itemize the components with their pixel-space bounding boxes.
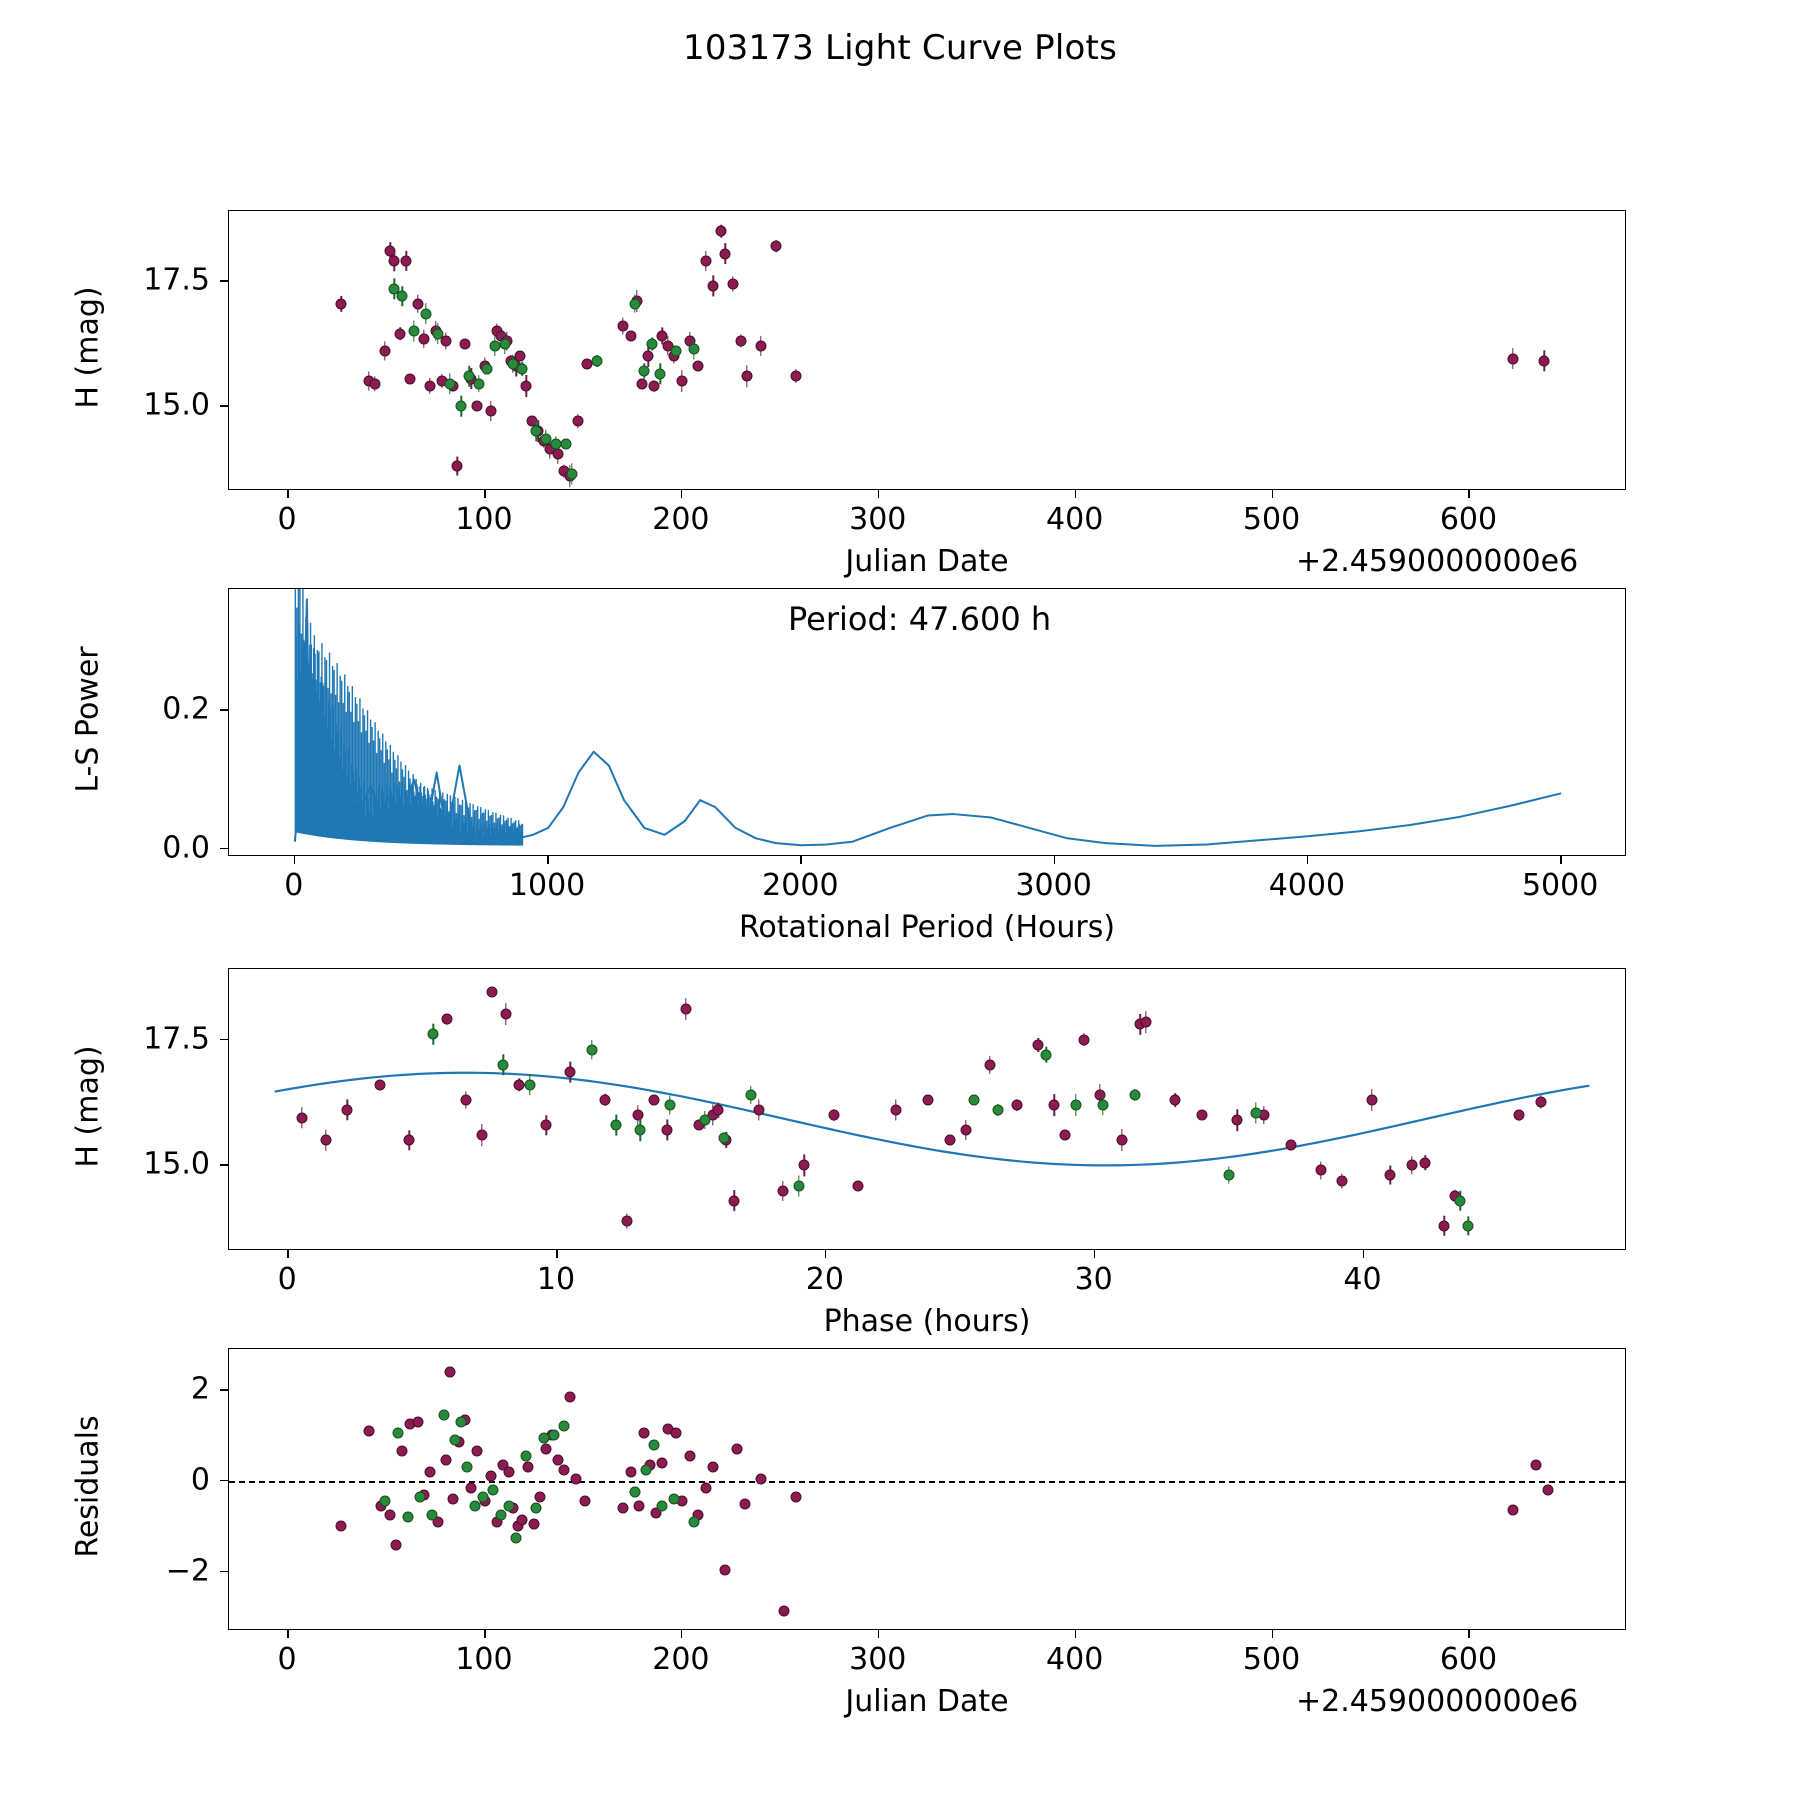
data-point [1130,1089,1141,1100]
data-point [670,1428,681,1439]
data-point [529,1519,540,1530]
data-point [342,1105,353,1116]
data-point [1337,1175,1348,1186]
data-point [1315,1165,1326,1176]
data-point [404,1135,415,1146]
plot-panel-residuals [228,1348,1626,1630]
data-point [462,1462,473,1473]
ytick-label-phase-0: 15.0 [143,1146,210,1182]
xtick-label-lightcurve-6: 600 [1439,502,1498,537]
xtick-lightcurve-2 [681,490,683,498]
data-point [511,1532,522,1543]
xtick-lightcurve-0 [287,490,289,498]
data-point [684,1450,695,1461]
data-point [1406,1160,1417,1171]
data-point [670,346,681,357]
x-axis-label-residuals: Julian Date [845,1684,1009,1719]
data-point [648,1094,659,1105]
xtick-label-lightcurve-4: 400 [1046,502,1104,537]
x-axis-label-lightcurve: Julian Date [845,544,1009,579]
y-axis-label-residuals: Residuals [70,1415,106,1558]
data-point [393,1428,404,1439]
data-point [531,1503,542,1514]
data-point [405,373,416,384]
data-point [401,256,412,267]
xtick-label-periodogram-5: 5000 [1521,868,1599,903]
data-point [699,1115,710,1126]
data-point [385,1510,396,1521]
xtick-periodogram-2 [800,856,802,864]
xtick-periodogram-1 [547,856,549,864]
data-point [418,333,429,344]
data-point [700,1482,711,1493]
data-point [336,1521,347,1532]
xtick-label-lightcurve-5: 500 [1242,502,1301,537]
xtick-label-periodogram-2: 2000 [762,868,839,903]
data-point [403,1512,414,1523]
ytick-label-residuals-2: 2 [190,1371,210,1407]
data-point [452,461,463,472]
data-point [1420,1157,1431,1168]
data-point [565,1067,576,1078]
data-point [363,1425,374,1436]
data-point [424,1466,435,1477]
xtick-lightcurve-6 [1468,490,1470,498]
data-point [923,1094,934,1105]
axes-frame-lightcurve [228,210,1626,490]
data-point [424,381,435,392]
data-point [647,338,658,349]
xtick-label-residuals-6: 600 [1439,1642,1498,1677]
xtick-label-lightcurve-2: 200 [652,502,710,537]
data-point [655,368,666,379]
data-point [753,1105,764,1116]
ytick-phase-1 [220,1039,228,1041]
data-point [485,1471,496,1482]
data-point [420,308,431,319]
data-point [456,401,467,412]
data-point [793,1180,804,1191]
data-point [464,371,475,382]
data-point [1539,356,1550,367]
data-point [481,363,492,374]
data-point [1224,1170,1235,1181]
data-point [688,1516,699,1527]
data-point [960,1125,971,1136]
data-point [720,1564,731,1575]
data-point [500,1009,511,1020]
data-point [460,338,471,349]
data-point [649,381,660,392]
data-point [708,1462,719,1473]
data-point [791,1491,802,1502]
data-point [413,298,424,309]
data-point [541,1120,552,1131]
data-point [580,1496,591,1507]
data-point [1250,1107,1261,1118]
data-point [890,1105,901,1116]
ytick-label-periodogram-1: 0.2 [162,691,210,727]
data-point [440,1455,451,1466]
data-point [600,1094,611,1105]
data-point [1463,1220,1474,1231]
data-point [629,1487,640,1498]
xtick-label-lightcurve-1: 100 [455,502,513,537]
data-point [503,1466,514,1477]
data-point [708,281,719,292]
data-point [621,1215,632,1226]
data-point [641,1464,652,1475]
data-point [688,343,699,354]
data-point [570,1473,581,1484]
data-point [1531,1459,1542,1470]
xtick-label-phase-4: 40 [1343,1262,1382,1297]
data-point [564,1391,575,1402]
period-annotation: Period: 47.600 h [788,600,1052,638]
xtick-label-periodogram-4: 4000 [1268,868,1346,903]
data-point [521,381,532,392]
data-point [517,1514,528,1525]
xtick-phase-0 [287,1250,289,1258]
data-point [1011,1099,1022,1110]
xtick-residuals-5 [1272,1630,1274,1638]
data-point [395,328,406,339]
data-point [1041,1049,1052,1060]
xtick-residuals-2 [681,1630,683,1638]
data-point [1097,1099,1108,1110]
data-point [498,1059,509,1070]
axes-frame-phase [228,968,1626,1250]
xtick-label-phase-0: 0 [277,1262,297,1297]
xtick-residuals-0 [287,1630,289,1638]
data-point [657,1500,668,1511]
data-point [745,1089,756,1100]
data-point [426,1510,437,1521]
xtick-label-residuals-0: 0 [277,1642,297,1677]
data-point [320,1135,331,1146]
xtick-label-periodogram-1: 1000 [508,868,586,903]
xtick-lightcurve-3 [878,490,880,498]
data-point [777,1185,788,1196]
data-point [487,1485,498,1496]
data-point [472,401,483,412]
ytick-lightcurve-1 [220,280,228,282]
data-point [1535,1097,1546,1108]
data-point [586,1044,597,1055]
data-point [625,1466,636,1477]
data-point [657,1457,668,1468]
data-point [487,986,498,997]
data-point [617,321,628,332]
data-point [560,438,571,449]
data-point [503,1500,514,1511]
data-point [1070,1099,1081,1110]
xtick-label-residuals-1: 100 [455,1642,513,1677]
xtick-label-phase-1: 10 [536,1262,576,1297]
data-point [499,338,510,349]
data-point [755,341,766,352]
xtick-lightcurve-1 [484,490,486,498]
data-point [391,1539,402,1550]
data-point [336,298,347,309]
data-point [718,1132,729,1143]
data-point [409,326,420,337]
xtick-phase-1 [556,1250,558,1258]
data-point [681,1004,692,1015]
data-point [444,1366,455,1377]
xtick-label-residuals-5: 500 [1242,1642,1301,1677]
data-point [1116,1135,1127,1146]
data-point [1455,1195,1466,1206]
ytick-periodogram-1 [220,709,228,711]
data-point [716,226,727,237]
data-point [735,336,746,347]
data-point [495,1510,506,1521]
data-point [1060,1130,1071,1141]
data-point [1232,1115,1243,1126]
data-point [448,1494,459,1505]
plot-panel-lightcurve [228,210,1626,490]
data-point [450,1434,461,1445]
data-point [633,1500,644,1511]
data-point [514,1079,525,1090]
data-point [968,1094,979,1105]
data-point [791,371,802,382]
data-point [413,1416,424,1427]
data-point [1078,1034,1089,1045]
data-point [548,1430,559,1441]
data-point [397,291,408,302]
data-point [478,1491,489,1502]
xtick-phase-2 [825,1250,827,1258]
data-point [668,1494,679,1505]
xtick-label-periodogram-0: 0 [284,868,304,903]
xtick-phase-4 [1363,1250,1365,1258]
data-point [374,1079,385,1090]
xtick-residuals-4 [1075,1630,1077,1638]
data-point [729,1195,740,1206]
xtick-periodogram-4 [1307,856,1309,864]
data-point [1439,1220,1450,1231]
ytick-label-periodogram-0: 0.0 [162,830,210,866]
data-point [1507,353,1518,364]
data-point [1366,1094,1377,1105]
data-point [649,1439,660,1450]
data-point [1543,1485,1554,1496]
axes-frame-residuals [228,1348,1626,1630]
y-axis-label-lightcurve: H (mag) [70,286,106,409]
ytick-periodogram-0 [220,848,228,850]
data-point [1285,1140,1296,1151]
data-point [739,1498,750,1509]
data-point [700,256,711,267]
data-point [828,1110,839,1121]
data-point [535,1491,546,1502]
data-point [617,1503,628,1514]
data-point [525,1079,536,1090]
y-axis-label-periodogram: L-S Power [70,646,106,793]
data-point [632,1110,643,1121]
data-point [472,1446,483,1457]
data-point [713,1105,724,1116]
zero-reference-line [229,1481,1625,1483]
data-point [984,1059,995,1070]
x-axis-label-phase: Phase (hours) [823,1304,1031,1339]
data-point [1033,1039,1044,1050]
data-point [1507,1505,1518,1516]
data-point [799,1160,810,1171]
data-point [635,1125,646,1136]
data-point [643,351,654,362]
data-point [296,1112,307,1123]
ytick-lightcurve-0 [220,405,228,407]
data-point [476,1130,487,1141]
plot-panel-phase [228,968,1626,1250]
xtick-phase-3 [1094,1250,1096,1258]
xtick-residuals-1 [484,1630,486,1638]
xtick-residuals-3 [878,1630,880,1638]
data-point [741,371,752,382]
data-point [572,416,583,427]
data-point [428,1029,439,1040]
data-point [853,1180,864,1191]
ytick-residuals-1 [220,1480,228,1482]
data-point [414,1491,425,1502]
data-point [944,1135,955,1146]
data-point [456,1416,467,1427]
ytick-label-residuals-0: −2 [165,1553,210,1589]
data-point [692,361,703,372]
data-point [779,1605,790,1616]
data-point [474,378,485,389]
data-point [662,1125,673,1136]
data-point [720,248,731,259]
data-point [771,241,782,252]
data-point [1170,1094,1181,1105]
xtick-lightcurve-4 [1075,490,1077,498]
xtick-label-phase-2: 20 [805,1262,844,1297]
data-point [531,426,542,437]
data-point [592,356,603,367]
data-point [664,1099,675,1110]
data-point [432,328,443,339]
xtick-residuals-6 [1468,1630,1470,1638]
data-point [732,1444,743,1455]
data-point [558,1464,569,1475]
data-point [541,1444,552,1455]
data-point [379,346,390,357]
data-point [1140,1016,1151,1027]
data-point [552,448,563,459]
data-point [992,1105,1003,1116]
x-axis-offset-residuals: +2.4590000000e6 [1296,1684,1579,1719]
data-point [379,1496,390,1507]
data-point [523,1462,534,1473]
xtick-periodogram-0 [294,856,296,864]
data-point [397,1446,408,1457]
data-point [460,1094,471,1105]
xtick-label-lightcurve-0: 0 [277,502,297,537]
ytick-label-lightcurve-0: 15.0 [143,387,210,423]
ytick-residuals-2 [220,1389,228,1391]
data-point [444,378,455,389]
data-point [470,1500,481,1511]
x-axis-offset-lightcurve: +2.4590000000e6 [1296,544,1579,579]
phase-fit-curve [229,969,1626,1250]
xtick-lightcurve-5 [1272,490,1274,498]
data-point [629,298,640,309]
data-point [441,1014,452,1025]
xtick-label-phase-3: 30 [1074,1262,1113,1297]
data-point [639,1428,650,1439]
data-point [611,1120,622,1131]
data-point [438,1409,449,1420]
y-axis-label-phase: H (mag) [70,1045,106,1168]
data-point [485,406,496,417]
data-point [369,378,380,389]
x-axis-label-periodogram: Rotational Period (Hours) [738,910,1116,945]
data-point [639,366,650,377]
xtick-label-lightcurve-3: 300 [849,502,907,537]
ytick-residuals-0 [220,1571,228,1573]
data-point [1514,1110,1525,1121]
data-point [637,378,648,389]
data-point [1385,1170,1396,1181]
ytick-label-residuals-1: 0 [190,1462,210,1498]
data-point [755,1473,766,1484]
xtick-periodogram-5 [1560,856,1562,864]
data-point [517,363,528,374]
xtick-label-periodogram-3: 3000 [1015,868,1092,903]
xtick-label-residuals-4: 400 [1046,1642,1104,1677]
xtick-periodogram-3 [1054,856,1056,864]
data-point [389,256,400,267]
data-point [1197,1110,1208,1121]
xtick-label-residuals-3: 300 [849,1642,907,1677]
data-point [1049,1099,1060,1110]
page-title: 103173 Light Curve Plots [683,28,1117,68]
data-point [676,376,687,387]
data-point [566,468,577,479]
data-point [625,331,636,342]
ytick-label-lightcurve-1: 17.5 [143,262,210,298]
xtick-label-residuals-2: 200 [652,1642,710,1677]
data-point [728,278,739,289]
data-point [466,1482,477,1493]
data-point [521,1450,532,1461]
data-point [558,1421,569,1432]
ytick-phase-0 [220,1164,228,1166]
ytick-label-phase-1: 17.5 [143,1021,210,1056]
